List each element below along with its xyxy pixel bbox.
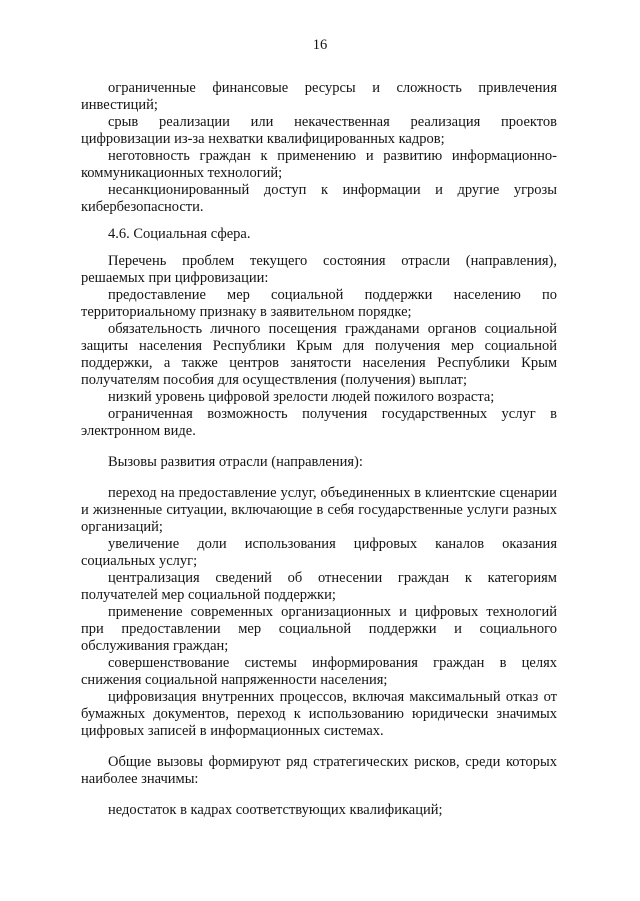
paragraph: срыв реализации или некачественная реализация проектов цифровизации из-за нехватки квалифицированных кадров;: [81, 114, 557, 147]
paragraph: Общие вызовы формируют ряд стратегических рисков, среди которых наиболее значимы:: [81, 754, 557, 787]
page-number: 16: [312, 37, 328, 53]
paragraph: цифровизация внутренних процессов, включая максимальный отказ от бумажных документов, переход к использованию юридически значимых цифровых записей в информационных системах.: [81, 689, 557, 739]
paragraph: предоставление мер социальной поддержки населению по территориальному признаку в заявительном порядке;: [81, 287, 557, 320]
paragraph: Вызовы развития отрасли (направления):: [108, 454, 363, 470]
section-heading: 4.6. Социальная сфера.: [108, 226, 251, 242]
paragraph: применение современных организационных и цифровых технологий при предоставлении мер социальной поддержки и социального обслуживания граждан;: [81, 604, 557, 654]
paragraph: обязательность личного посещения гражданами органов социальной защиты населения Республики Крым для получения мер социальной поддержки, а также центров занятости населения Республики Крым получателям пособия для осуществления (получения) выплат;: [81, 321, 557, 388]
paragraph: неготовность граждан к применению и развитию информационно-коммуникационных технологий;: [81, 148, 557, 181]
paragraph: низкий уровень цифровой зрелости людей пожилого возраста;: [108, 389, 495, 405]
paragraph: централизация сведений об отнесении граждан к категориям получателей мер социальной поддержки;: [81, 570, 557, 603]
paragraph: недостаток в кадрах соответствующих квалификаций;: [108, 802, 443, 818]
paragraph: совершенствование системы информирования граждан в целях снижения социальной напряженности населения;: [81, 655, 557, 688]
paragraph: ограниченная возможность получения государственных услуг в электронном виде.: [81, 406, 557, 439]
paragraph: Перечень проблем текущего состояния отрасли (направления), решаемых при цифровизации:: [81, 253, 557, 286]
document-body: [81, 80, 557, 819]
paragraph: переход на предоставление услуг, объединенных в клиентские сценарии и жизненные ситуации, включающие в себя государственные услуги разных организаций;: [81, 485, 557, 535]
paragraph: увеличение доли использования цифровых каналов оказания социальных услуг;: [81, 536, 557, 569]
paragraph: несанкционированный доступ к информации и другие угрозы кибербезопасности.: [81, 182, 557, 215]
paragraph: ограниченные финансовые ресурсы и сложность привлечения инвестиций;: [81, 80, 557, 113]
